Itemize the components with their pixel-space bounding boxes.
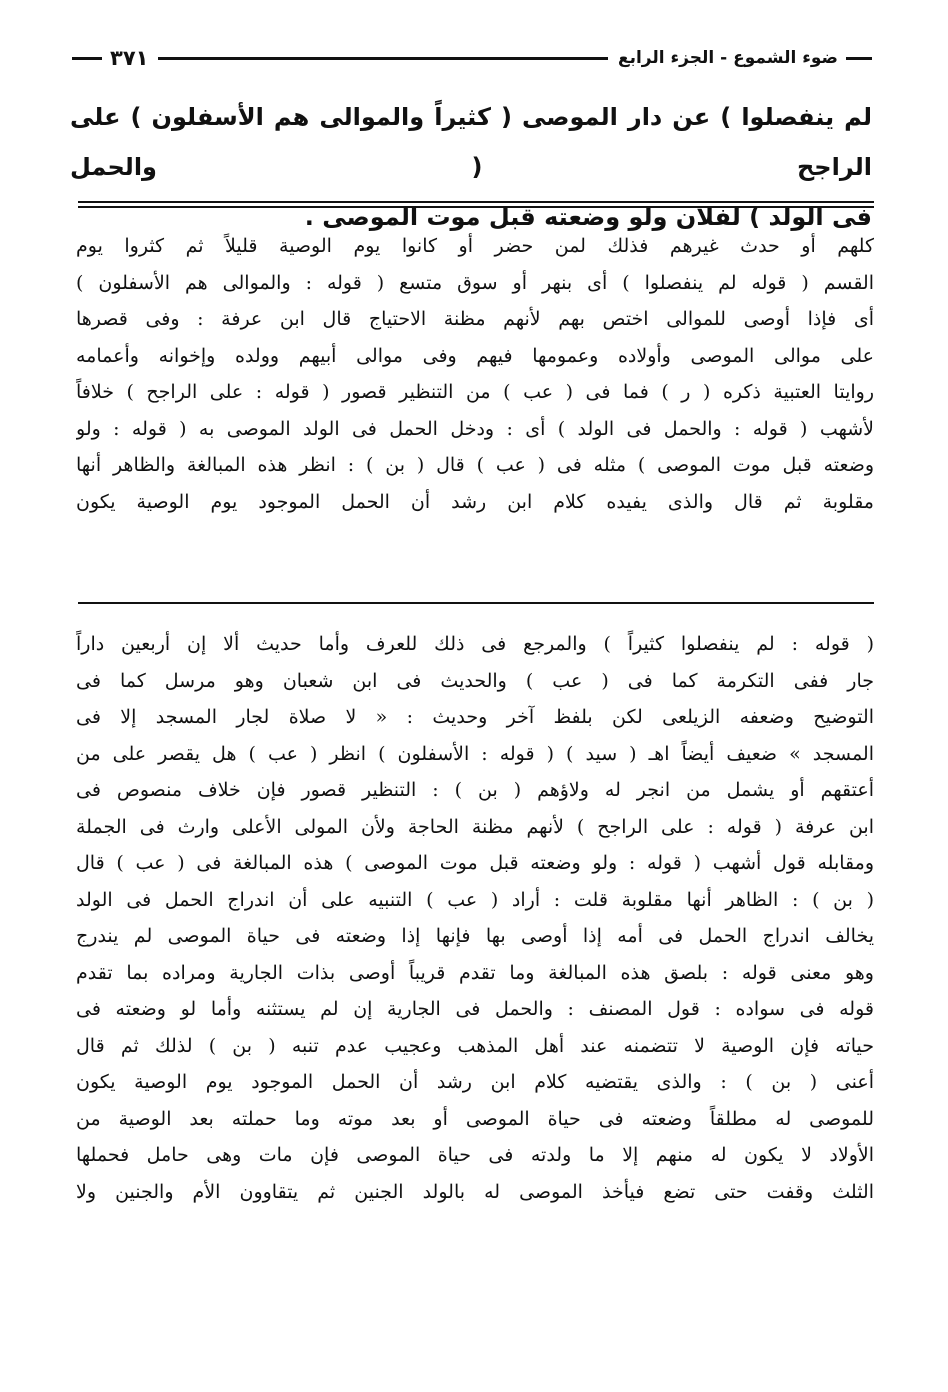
commentary-line: الأولاد لا يكون له منهم إلا ما ولدته فى حياة الموصى فإن مات وهى حامل فحملها [76,1144,874,1166]
commentary-line: للموصى له مطلقاً وضعته فى حياة الموصى أو بعد موته وما حملته بعد الوصية من [76,1107,874,1130]
commentary-line: يخالف اندراج الحمل فى أمه إذا أوصى بها فإنها إذا وضعته فى حياة الموصى لم يندرج [76,925,874,947]
page-number: ٣٧١ [110,46,149,70]
commentary-line: التوضيح وضعفه الزيلعى لكن بلفظ آخر وحديث : « لا صلاة لجار المسجد إلا فى [76,706,874,728]
main-text-line: فى الولد ) لفلان ولو وضعته قبل موت الموصى . [304,203,872,231]
commentary-line: ومقابله قول أشهب ( قوله : ولو وضعته قبل موت الموصى ) هذه المبالغة فى ( عب ) قال [76,852,874,874]
commentary-bottom [76,626,874,1210]
header-rule [158,57,608,60]
commentary-line: قوله فى سواده : قول المصنف : والحمل فى الجارية إن لم يستثنه وأما لو وضعته فى [76,998,874,1020]
commentary-line: وهو معنى قوله : بلصق هذه المبالغة وما تقدم قريباً أوصى بذات الجارية ومراده بما تقدم [76,961,874,984]
commentary-line: مقلوبة ثم قال والذى يفيده كلام ابن رشد أن الحمل الموجود يوم الوصية يكون [76,490,874,513]
commentary-line: أعنى ( بن ) : والذى يقتضيه كلام ابن رشد أن الحمل الموجود يوم الوصية يكون [76,1071,874,1093]
commentary-line: وضعته قبل موت الموصى ) مثله فى ( عب ) قال ( بن ) : انظر هذه المبالغة والظاهر أنها [76,454,874,476]
commentary-line: جار ففى التكرمة كما فى ( عب ) والحديث فى ابن شعبان وهو مرسل كما فى [76,669,874,692]
commentary-line: ابن عرفة ( قوله : على الراجح ) لأنهم مظنة الحاجة ولأن المولى الأعلى وارث فى الجملة [76,815,874,838]
commentary-line: لأشهب ( قوله : والحمل فى الولد ) أى : ودخل الحمل فى الولد الموصى به ( قوله : ولو [76,417,874,440]
commentary-line: أعتقهم أو يشمل من انجر له ولاؤهم ( بن ) : التنظير قصور فإن خلاف منصوص فى [76,779,874,801]
commentary-line: المسجد » ضعيف أيضاً اهـ ( سيد ) ( قوله : الأسفلون ) انظر ( عب ) هل يقصر على من [76,742,874,765]
commentary-line: الثلث وقفت حتى تضع فيأخذ الموصى له بالولد الجنين ثم يتقاوون الأم والجنين ولا [76,1180,874,1203]
header-dash-left [72,57,102,60]
commentary-line: أى فإذا أوصى للموالى اختص بهم لأنهم مظنة الاحتياج قال ابن عرفة : وفى قصرها [76,308,874,330]
commentary-line: روايتا العتبية ذكره ( ر ) فما فى ( عب ) من التنظير قصور ( قوله : على الراجح ) خلافاً [76,381,874,403]
commentary-top [76,228,874,520]
main-text [70,92,872,242]
commentary-line: ( قوله : لم ينفصلوا كثيراً ) والمرجع فى ذلك للعرف وأما حديث ألا إن أربعين داراً [76,633,874,655]
commentary-line: على موالى الموصى وأولاده وعمومها فيهم وفى موالى أبيهم وولده وإخوانه وأعمامه [76,344,874,367]
commentary-line: حياته فإن الوصية لا تتضمنه عند أهل المذهب وعجيب عدم تنبه ( بن ) لذلك ثم قال [76,1034,874,1057]
commentary-line: ( بن ) : الظاهر أنها مقلوبة قلت : أراد ( عب ) التنبيه على أن اندراج الحمل فى الولد [76,888,874,911]
main-text-line: لم ينفصلوا ) عن دار الموصى ( كثيراً والموالى هم الأسفلون ) على الراجح ( والحمل [70,103,872,181]
header-dash-right [846,57,872,60]
commentary-line: القسم ( قوله لم ينفصلوا ) أى بنهر أو سوق متسع ( قوله : والموالى هم الأسفلون ) [76,271,874,294]
running-title: ضوء الشموع - الجزء الرابع [617,48,838,68]
footnote-divider [78,602,874,604]
double-divider [78,201,874,208]
page-header [72,40,872,76]
commentary-line: كلهم أو حدث غيرهم فذلك لمن حضر أو كانوا يوم الوصية قليلاً ثم كثروا يوم [76,235,874,257]
